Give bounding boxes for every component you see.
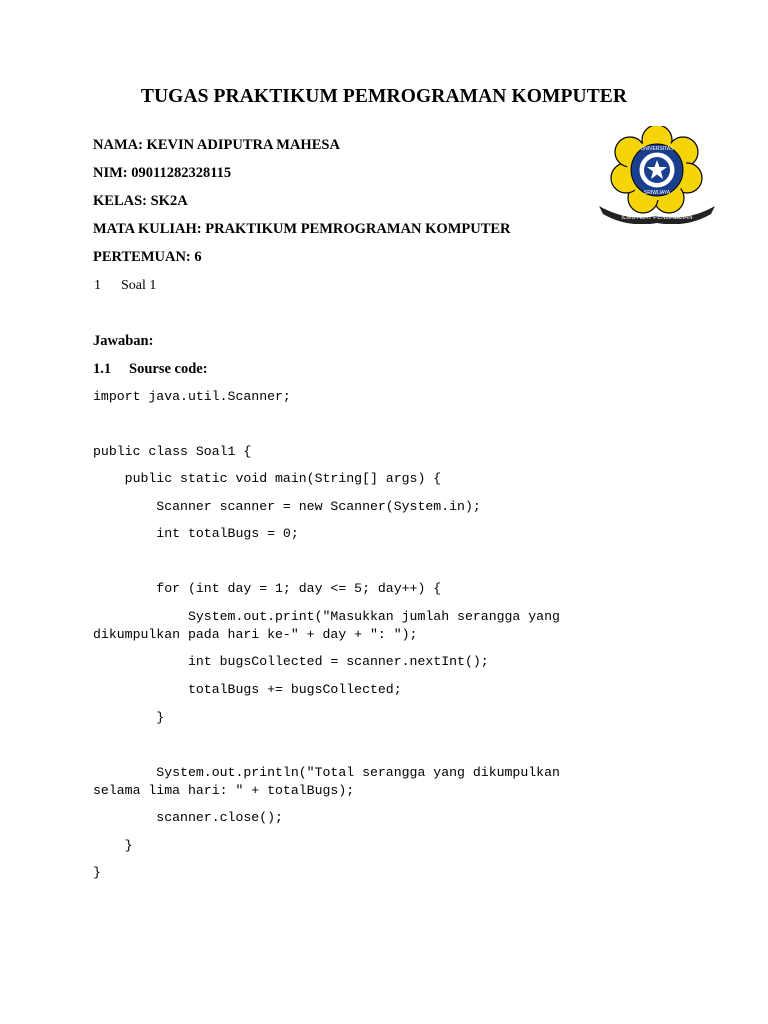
code-line: public static void main(String[] args) { — [93, 471, 442, 486]
university-logo — [597, 126, 717, 224]
code-line: System.out.println("Total serangga yang dikumpulkan selama lima hari: " + totalBugs); — [93, 765, 560, 798]
section-number: 1.1 — [93, 361, 112, 377]
answer-heading: Jawaban: — [93, 333, 154, 349]
svg-text:UNIVERSITAS: UNIVERSITAS — [640, 146, 674, 152]
question-number: 1 — [94, 278, 101, 293]
course-name: MATA KULIAH: PRAKTIKUM PEMROGRAMAN KOMPUTER — [93, 221, 511, 237]
code-line: int totalBugs = 0; — [93, 526, 299, 541]
code-line: int bugsCollected = scanner.nextInt(); — [93, 654, 489, 669]
student-class: KELAS: SK2A — [93, 193, 188, 209]
student-nim: NIM: 09011282328115 — [93, 165, 232, 181]
section-label: Sourse code: — [129, 361, 208, 377]
code-line: } — [93, 865, 101, 880]
code-line: totalBugs += bugsCollected; — [93, 682, 402, 697]
code-line: } — [93, 710, 165, 725]
code-line: Scanner scanner = new Scanner(System.in); — [93, 499, 481, 514]
question-label: Soal 1 — [121, 278, 157, 293]
code-line: System.out.print("Masukkan jumlah serangga yang dikumpulkan pada hari ke-" + day + ": "); — [93, 609, 560, 642]
code-line: } — [93, 838, 133, 853]
student-name: NAMA: KEVIN ADIPUTRA MAHESA — [93, 137, 340, 153]
code-line: scanner.close(); — [93, 810, 283, 825]
code-line: for (int day = 1; day <= 5; day++) { — [93, 581, 442, 596]
motto-text: ILMU ALAT PENGABDIAN — [621, 215, 693, 221]
meeting-number: PERTEMUAN: 6 — [93, 249, 202, 265]
code-line: public class Soal1 { — [93, 444, 252, 459]
svg-text:SRIWIJAYA: SRIWIJAYA — [643, 190, 671, 196]
document-title: TUGAS PRAKTIKUM PEMROGRAMAN KOMPUTER — [140, 86, 628, 107]
code-line: import java.util.Scanner; — [93, 389, 291, 404]
